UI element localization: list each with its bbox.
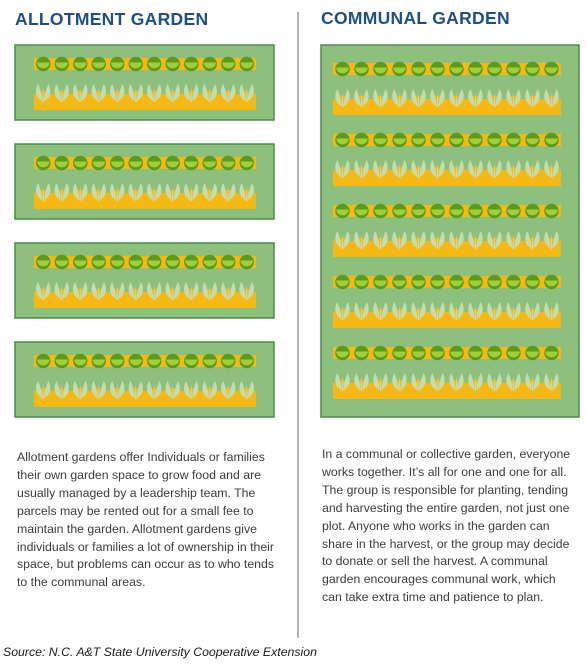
lettuce-icon (354, 346, 368, 360)
lettuce-icon (449, 204, 463, 218)
lettuce-icon (184, 156, 198, 170)
lettuce-icon (392, 346, 406, 360)
lettuce-icon (525, 133, 539, 147)
lettuce-icon (525, 346, 539, 360)
lettuce-icon (55, 354, 69, 368)
lettuce-icon (184, 57, 198, 71)
lettuce-icon (506, 275, 520, 289)
source-credit: Source: N.C. A&T State University Cooperative Extension (3, 645, 317, 659)
lettuce-icon (544, 204, 558, 218)
lettuce-icon (221, 354, 235, 368)
lettuce-icon (203, 354, 217, 368)
allotment-plot (15, 342, 274, 417)
lettuce-icon (73, 354, 87, 368)
lettuce-icon (411, 62, 425, 76)
lettuce-icon (373, 133, 387, 147)
allotment-garden-description: Allotment gardens offer Individuals or families their own garden space to grow food and are usually managed by a leadership team. The parcels may be rented out for a small fee to maintain the garden. Allotment gardens give individuals or families a lot of ownership in their space, but problems can occur as to who tends to the communal areas. (17, 450, 275, 590)
lettuce-icon (506, 204, 520, 218)
lettuce-icon (430, 204, 444, 218)
lettuce-icon (335, 275, 349, 289)
communal-garden-diagram (319, 40, 584, 422)
lettuce-icon (55, 255, 69, 269)
lettuce-icon (166, 354, 180, 368)
lettuce-icon (487, 275, 501, 289)
allotment-garden-title: ALLOTMENT GARDEN (15, 9, 209, 29)
lettuce-icon (129, 354, 143, 368)
lettuce-icon (487, 62, 501, 76)
lettuce-icon (354, 204, 368, 218)
lettuce-icon (166, 57, 180, 71)
lettuce-icon (525, 204, 539, 218)
lettuce-icon (73, 255, 87, 269)
lettuce-icon (468, 346, 482, 360)
lettuce-icon (240, 57, 254, 71)
lettuce-icon (487, 346, 501, 360)
lettuce-icon (430, 275, 444, 289)
lettuce-icon (92, 255, 106, 269)
lettuce-icon (335, 133, 349, 147)
lettuce-icon (354, 133, 368, 147)
lettuce-icon (392, 204, 406, 218)
lettuce-icon (203, 57, 217, 71)
lettuce-icon (129, 255, 143, 269)
allotment-plot (15, 243, 274, 318)
lettuce-icon (184, 255, 198, 269)
lettuce-icon (92, 57, 106, 71)
lettuce-icon (449, 133, 463, 147)
lettuce-icon (411, 275, 425, 289)
lettuce-icon (221, 255, 235, 269)
communal-plot (321, 45, 579, 417)
lettuce-icon (36, 255, 50, 269)
lettuce-icon (335, 204, 349, 218)
lettuce-icon (240, 156, 254, 170)
lettuce-icon (544, 346, 558, 360)
lettuce-icon (468, 275, 482, 289)
lettuce-icon (36, 354, 50, 368)
lettuce-icon (203, 255, 217, 269)
communal-garden-title: COMMUNAL GARDEN (321, 8, 510, 28)
lettuce-icon (166, 255, 180, 269)
lettuce-icon (73, 156, 87, 170)
lettuce-icon (468, 133, 482, 147)
lettuce-icon (129, 156, 143, 170)
lettuce-icon (525, 62, 539, 76)
lettuce-icon (184, 354, 198, 368)
lettuce-icon (487, 133, 501, 147)
lettuce-icon (110, 255, 124, 269)
lettuce-icon (110, 156, 124, 170)
lettuce-icon (240, 255, 254, 269)
lettuce-icon (240, 354, 254, 368)
lettuce-icon (354, 62, 368, 76)
lettuce-icon (92, 156, 106, 170)
lettuce-icon (525, 275, 539, 289)
lettuce-icon (373, 204, 387, 218)
allotment-plot (15, 144, 274, 219)
column-divider (297, 12, 299, 638)
lettuce-icon (544, 275, 558, 289)
lettuce-icon (430, 62, 444, 76)
lettuce-icon (110, 354, 124, 368)
allotment-plot (15, 45, 274, 120)
lettuce-icon (55, 156, 69, 170)
lettuce-icon (73, 57, 87, 71)
lettuce-icon (430, 346, 444, 360)
lettuce-icon (129, 57, 143, 71)
lettuce-icon (147, 354, 161, 368)
lettuce-icon (506, 62, 520, 76)
lettuce-icon (449, 62, 463, 76)
lettuce-icon (468, 204, 482, 218)
lettuce-icon (411, 204, 425, 218)
lettuce-icon (373, 346, 387, 360)
communal-garden-description: In a communal or collective garden, everyone works together. It’s all for one and one for all. The group is responsible for planting, tending and harvesting the entire garden, not just one plot. Anyone who works in the garden can share in the harvest, or the group may decide to donate or sell the harvest. A communal garden encourages communal work, which can take extra time and patience to plan. (322, 447, 571, 605)
lettuce-icon (36, 156, 50, 170)
lettuce-icon (354, 275, 368, 289)
lettuce-icon (392, 62, 406, 76)
lettuce-icon (468, 62, 482, 76)
lettuce-icon (373, 62, 387, 76)
lettuce-icon (487, 204, 501, 218)
lettuce-icon (430, 133, 444, 147)
lettuce-icon (147, 156, 161, 170)
lettuce-icon (506, 346, 520, 360)
lettuce-icon (335, 62, 349, 76)
lettuce-icon (92, 354, 106, 368)
lettuce-icon (392, 133, 406, 147)
lettuce-icon (544, 62, 558, 76)
lettuce-icon (411, 133, 425, 147)
lettuce-icon (166, 156, 180, 170)
lettuce-icon (373, 275, 387, 289)
lettuce-icon (203, 156, 217, 170)
lettuce-icon (449, 346, 463, 360)
lettuce-icon (221, 57, 235, 71)
lettuce-icon (36, 57, 50, 71)
lettuce-icon (335, 346, 349, 360)
lettuce-icon (411, 346, 425, 360)
lettuce-icon (506, 133, 520, 147)
lettuce-icon (55, 57, 69, 71)
lettuce-icon (110, 57, 124, 71)
lettuce-icon (147, 57, 161, 71)
lettuce-icon (221, 156, 235, 170)
lettuce-icon (544, 133, 558, 147)
lettuce-icon (147, 255, 161, 269)
lettuce-icon (392, 275, 406, 289)
lettuce-icon (449, 275, 463, 289)
allotment-garden-diagram (0, 40, 290, 420)
